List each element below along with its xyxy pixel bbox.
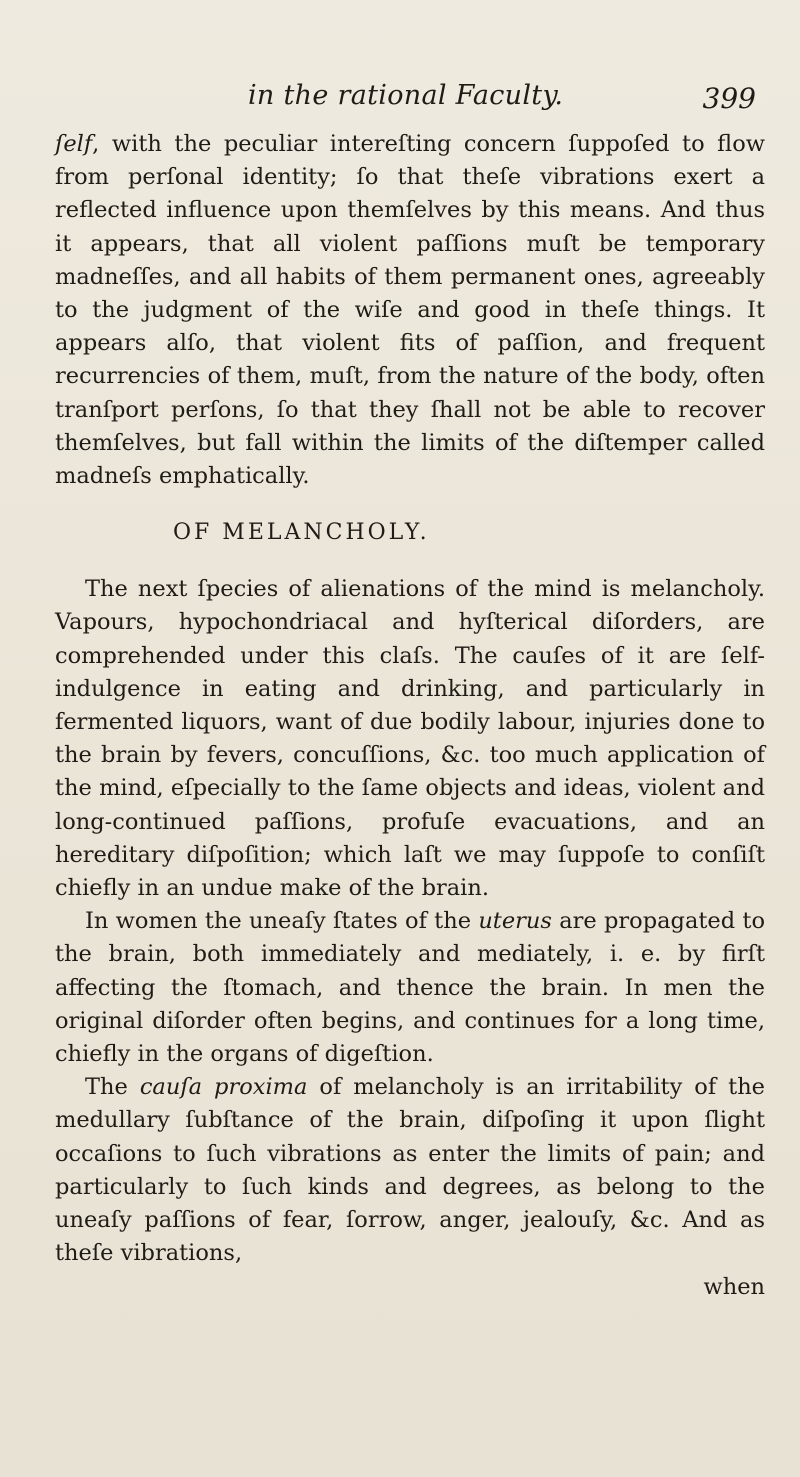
paragraph-1-text: , with the peculiar intereſting concern ſuppoſed to flow from perſonal identity; ſo that theſe vibrations exert a reflected influence upon themſelves by this means. And thus it appears, that all violent paſſions muſt be temporary madneſſes, and all habits of them permanent ones, agreeably to the judgment of the wiſe and good in theſe things. It appears alſo, that violent fits of paſſion, and frequent recurrencies of them, muſt, from the nature of the body, often tranſport perſons, ſo that they ſhall not be able to recover themſelves, but fall within the limits of the diſtemper called madneſs emphatically.	[55, 131, 765, 490]
paragraph-3-before: In women the uneaſy ſtates of the	[85, 908, 479, 935]
paragraph-4-after: of melancholy is an irritability of the medullary ſubſtance of the brain, diſpoſing it upon ſlight occaſions to ſuch vibrations as enter the limits of pain; and particularly to ſuch kinds and degrees, as belong to the uneaſy paſſions of fear, ſorrow, anger, jealouſy, &c. And as theſe vibrations,	[55, 1074, 765, 1267]
paragraph-2-text: The next ſpecies of alienations of the mind is melancholy. Vapours, hypochondriacal and hyſterical diſorders, are comprehended under this claſs. The cauſes of it are ſelf-indulgence in eating and drinking, and particularly in fermented liquors, want of due bodily labour, injuries done to the brain by fevers, concuſſions, &c. too much application of the mind, eſpecially to the ſame objects and ideas, violent and long-continued paſſions, profuſe evacuations, and an hereditary diſpoſition; which laſt we may ſuppoſe to conſiſt chiefly in an undue make of the brain.	[55, 576, 765, 902]
paragraph-4-before: The	[85, 1074, 140, 1101]
paragraph-3-italic: uterus	[478, 908, 552, 935]
page-number: 399	[702, 82, 756, 115]
paragraph-1	[55, 128, 765, 493]
section-spacer	[55, 549, 765, 573]
section-heading: OF MELANCHOLY.	[173, 520, 430, 546]
paragraph-3	[55, 905, 765, 1071]
paragraph-1-lead-italic: ſelf	[55, 131, 93, 157]
paragraph-2	[55, 573, 765, 905]
section-spacer	[55, 493, 765, 517]
body-text	[55, 128, 765, 1304]
paragraph-4	[55, 1071, 765, 1270]
catchword: when	[703, 1273, 765, 1300]
running-title: in the rational Faculty.	[248, 80, 564, 111]
paragraph-3-after: are propagated to the brain, both immediately and mediately, i. e. by firſt affecting the ſtomach, and thence the brain. In men the original diſorder often begins, and continues for a long time, chiefly in the organs of digeſtion.	[55, 908, 765, 1068]
running-head	[0, 80, 800, 120]
paragraph-4-italic: cauſa proxima	[139, 1074, 308, 1101]
